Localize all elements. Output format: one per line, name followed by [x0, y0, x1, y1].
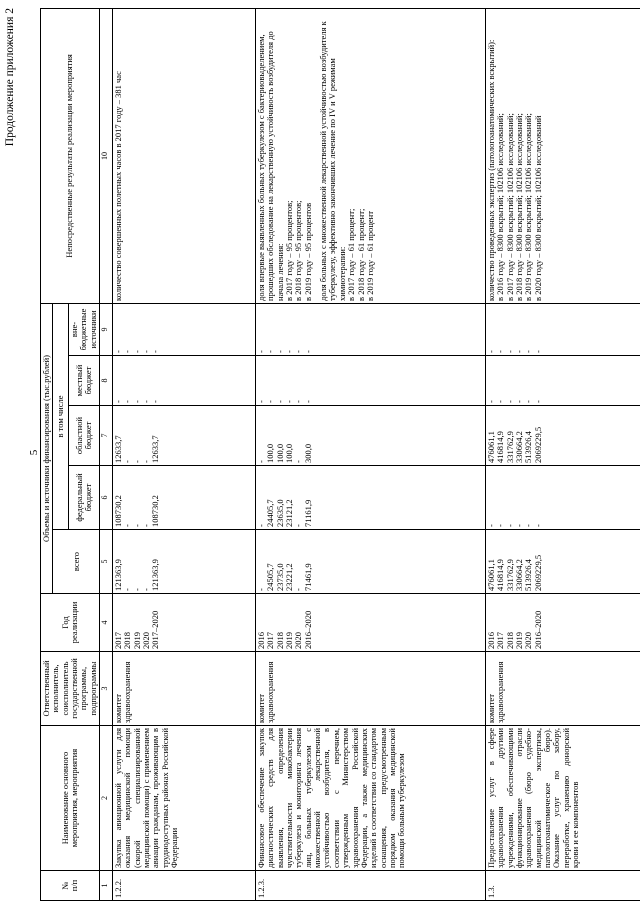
row-offbudget: - - - - - - — [486, 303, 640, 355]
row-results: количество совершенных полетных часов в 2017 году – 381 час — [113, 8, 256, 303]
column-number-row — [100, 8, 113, 900]
row-name: Закупка авиационной услуги для оказания медицинской помощи (скорой специализированной медицинской помощи) с применением авиации гражданам, проживающим в труднодоступных районах Российской Федерации — [113, 726, 256, 871]
row-years: 2016 2017 2018 2019 2020 2016–2020 — [256, 594, 486, 652]
header-year: Год реализации — [41, 594, 100, 652]
results-paragraph: доля впервые выявленных больных туберкулезом с бактериовыделением, прошедших обследование на лекарственную устойчивость возбудителя до начала лечения: в 2017 году – 95 процентов; в 2018 году – 95 процентов; в 2019 году – 95 процентов — [256, 31, 313, 301]
results-paragraph: доля больных с множественной лекарственной устойчивостью возбудителя к туберкулезу, эффективно закончивших лечение по IV и V режимам химиотерапии: в 2017 году – 61 процент; в 2018 году – 61 процент; в 2019 году – 61 процент — [318, 21, 375, 301]
column-number: 4 — [100, 594, 113, 652]
program-table — [40, 8, 640, 901]
header-regional: областной бюджет — [69, 406, 100, 466]
row-regional: 12633,7 - - - 12633,7 — [113, 406, 256, 466]
row-local: - - - - - — [113, 356, 256, 406]
column-number: 5 — [100, 530, 113, 594]
header-funding: Объемы и источники финансирования (тыс.рублей) — [41, 303, 53, 593]
row-offbudget: - - - - - — [113, 303, 256, 355]
header-row — [41, 8, 53, 900]
row-results — [256, 8, 486, 303]
row-local: - - - - - - — [256, 356, 486, 406]
row-total: 121363,9 - - - 121363,9 — [113, 530, 256, 594]
header-responsible: Ответственный исполнитель, соисполнитель государственной программы, подпрограммы — [41, 652, 100, 726]
header-offbudget: вне-бюджетные источники — [69, 303, 100, 355]
column-number: 3 — [100, 652, 113, 726]
row-name: Финансовое обеспечение закупок диагностических средств для выявления, определения чувствительности микобактерии туберкулеза и мониторинга лечения лиц, больных туберкулезом с множественной лекарственной устойчивостью возбудителя, в соответствии с перечнем, утвержденным Министерством здравоохранения Российской Федерации, а также медицинских изделий в соответствии со стандартом оснащения, предусмотренным порядком оказания медицинской помощи больным туберкулезом — [256, 726, 486, 871]
row-years: 2016 2017 2018 2019 2020 2016–2020 — [486, 594, 640, 652]
row-regional: - 100,0 100,0 100,0 - 300,0 — [256, 406, 486, 466]
header-local: местный бюджет — [69, 356, 100, 406]
header-name: Наименование основного мероприятия, мероприятия — [41, 726, 100, 871]
row-years: 2017 2018 2019 2020 2017–2020 — [113, 594, 256, 652]
row-responsible: комитет здравоохранения — [486, 652, 640, 726]
header-incl: в том числе — [53, 303, 69, 529]
row-federal: - - - - - - — [486, 466, 640, 530]
row-total: 476061,1 416814,9 331762,9 330664,2 513926,4 2069229,5 — [486, 530, 640, 594]
header-federal: федеральный бюджет — [69, 466, 100, 530]
header-total: всего — [53, 530, 100, 594]
row-regional: 476061,1 416814,9 331762,9 330664,2 513926,4 2069229,5 — [486, 406, 640, 466]
column-number: 9 — [100, 303, 113, 355]
row-number: 1.2.2. — [113, 871, 256, 901]
column-number: 1 — [100, 871, 113, 901]
row-total: - 24505,7 23735,0 23221,2 - 71461,9 — [256, 530, 486, 594]
header-no: № п/п — [41, 871, 100, 901]
continuation-label: Продолжение приложения 2 — [4, 8, 16, 147]
row-name: Предоставление услуг в сфере здравоохранения другими учреждениями, обеспечивающими функционирование отрасли здравоохранения (бюро судебно-медицинской экспертизы, патологоанатомическое бюро). Оказание услуг по забору, переработке, хранению донорской крови и ее компонентов — [486, 726, 640, 871]
row-offbudget: - - - - - - — [256, 303, 486, 355]
column-number: 6 — [100, 466, 113, 530]
row-number: 1.3. — [486, 871, 640, 901]
row-responsible: комитет здравоохранения — [113, 652, 256, 726]
row-results: количество проведенных экспертиз (патологоанатомических вскрытий): в 2016 году – 8300 вскрытий; 102106 исследований; в 2017 году – 8300 вскрытий; 102106 исследований; в 2018 году – 8300 вскрытий; 102106 исследований; в 2019 году – 8300 вскрытий; 102106 исследований; в 2020 году – 8300 вскрытий; 102106 исследований — [486, 8, 640, 303]
row-local: - - - - - - — [486, 356, 640, 406]
column-number: 2 — [100, 726, 113, 871]
header-results: Непосредственные результаты реализации мероприятия — [41, 8, 100, 303]
row-responsible: комитет здравоохранения — [256, 652, 486, 726]
column-number: 10 — [100, 8, 113, 303]
row-federal: - 24405,7 23635,0 23121,2 - 71161,9 — [256, 466, 486, 530]
row-number: 1.2.3. — [256, 871, 486, 901]
table-row — [113, 8, 256, 900]
table-row — [256, 8, 486, 900]
page-number: 5 — [28, 449, 40, 456]
column-number: 8 — [100, 356, 113, 406]
column-number: 7 — [100, 406, 113, 466]
table-row — [486, 8, 640, 900]
row-federal: 108730,2 - - - 108730,2 — [113, 466, 256, 530]
